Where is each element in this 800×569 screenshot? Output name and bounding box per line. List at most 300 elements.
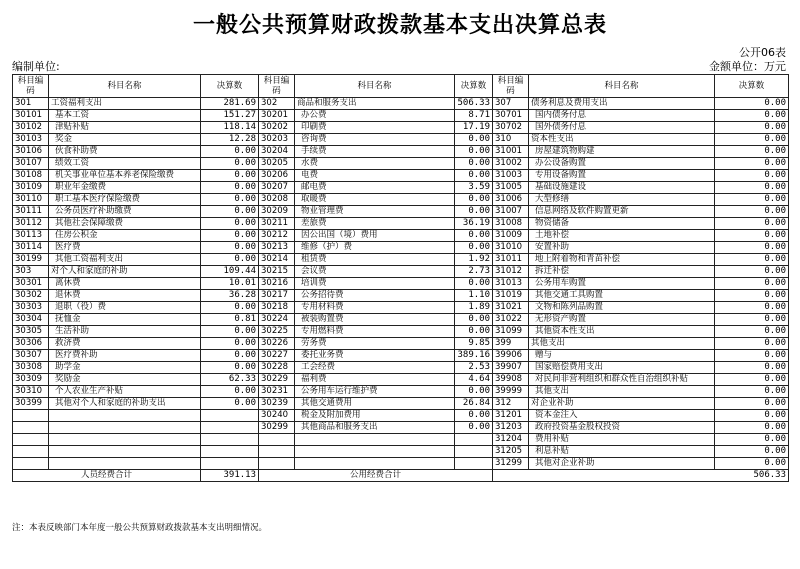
name-cell: 土地补偿 bbox=[529, 230, 715, 242]
amount-cell: 26.84 bbox=[455, 398, 493, 410]
code-cell: 39908 bbox=[493, 374, 529, 386]
name-cell: 救济费 bbox=[49, 338, 201, 350]
name-cell: 基础设施建设 bbox=[529, 182, 715, 194]
code-cell: 312 bbox=[493, 398, 529, 410]
table-header-row bbox=[13, 75, 789, 98]
table-row bbox=[13, 122, 789, 134]
code-cell: 310 bbox=[493, 134, 529, 146]
name-cell: 对企业补助 bbox=[529, 398, 715, 410]
name-cell: 文物和陈列品购置 bbox=[529, 302, 715, 314]
amount-cell: 0.00 bbox=[715, 158, 789, 170]
table-row bbox=[13, 398, 789, 410]
name-cell: 公务用车运行维护费 bbox=[295, 386, 455, 398]
code-cell bbox=[13, 422, 49, 434]
name-cell: 基本工资 bbox=[49, 110, 201, 122]
code-cell: 303 bbox=[13, 266, 49, 278]
code-cell: 30207 bbox=[259, 182, 295, 194]
amount-cell: 1.10 bbox=[455, 290, 493, 302]
amount-cell: 0.00 bbox=[201, 182, 259, 194]
name-cell: 工资福利支出 bbox=[49, 98, 201, 110]
name-cell: 政府投资基金股权投资 bbox=[529, 422, 715, 434]
name-cell: 机关事业单位基本养老保险缴费 bbox=[49, 170, 201, 182]
table-row bbox=[13, 194, 789, 206]
name-cell: 差旅费 bbox=[295, 218, 455, 230]
name-cell: 会议费 bbox=[295, 266, 455, 278]
amount-cell: 0.00 bbox=[715, 362, 789, 374]
name-cell: 医疗费 bbox=[49, 242, 201, 254]
name-cell: 其他对个人和家庭的补助支出 bbox=[49, 398, 201, 410]
amount-cell: 281.69 bbox=[201, 98, 259, 110]
name-cell: 债务利息及费用支出 bbox=[529, 98, 715, 110]
code-cell: 30111 bbox=[13, 206, 49, 218]
name-cell: 物资储备 bbox=[529, 218, 715, 230]
amount-cell bbox=[201, 446, 259, 458]
code-cell: 30201 bbox=[259, 110, 295, 122]
code-cell: 30213 bbox=[259, 242, 295, 254]
amount-cell: 0.00 bbox=[715, 206, 789, 218]
code-cell: 31012 bbox=[493, 266, 529, 278]
name-cell: 印刷费 bbox=[295, 122, 455, 134]
name-cell: 绩效工资 bbox=[49, 158, 201, 170]
name-cell: 租赁费 bbox=[295, 254, 455, 266]
name-cell: 职工基本医疗保险缴费 bbox=[49, 194, 201, 206]
amount-cell: 0.00 bbox=[715, 398, 789, 410]
amount-cell: 0.00 bbox=[455, 158, 493, 170]
name-cell: 被装购置费 bbox=[295, 314, 455, 326]
amount-cell: 506.33 bbox=[455, 98, 493, 110]
code-cell: 30211 bbox=[259, 218, 295, 230]
table-row bbox=[13, 386, 789, 398]
header-code-3: 科目编码 bbox=[493, 75, 529, 98]
code-cell: 31205 bbox=[493, 446, 529, 458]
amount-cell: 0.00 bbox=[715, 410, 789, 422]
amount-cell bbox=[201, 422, 259, 434]
amount-cell: 0.00 bbox=[715, 182, 789, 194]
code-cell: 30299 bbox=[259, 422, 295, 434]
code-cell bbox=[13, 458, 49, 470]
code-cell: 30229 bbox=[259, 374, 295, 386]
name-cell: 公务员医疗补助缴费 bbox=[49, 206, 201, 218]
code-cell: 30224 bbox=[259, 314, 295, 326]
code-cell: 31019 bbox=[493, 290, 529, 302]
table-row bbox=[13, 314, 789, 326]
table-row bbox=[13, 206, 789, 218]
name-cell: 离休费 bbox=[49, 278, 201, 290]
name-cell: 水费 bbox=[295, 158, 455, 170]
code-cell: 30110 bbox=[13, 194, 49, 206]
name-cell: 伙食补助费 bbox=[49, 146, 201, 158]
name-cell: 医疗费补助 bbox=[49, 350, 201, 362]
code-cell: 30102 bbox=[13, 122, 49, 134]
code-cell: 30101 bbox=[13, 110, 49, 122]
code-cell: 30305 bbox=[13, 326, 49, 338]
name-cell: 抚恤金 bbox=[49, 314, 201, 326]
amount-cell: 0.00 bbox=[715, 302, 789, 314]
code-cell: 30204 bbox=[259, 146, 295, 158]
amount-cell: 0.00 bbox=[715, 386, 789, 398]
code-cell: 30301 bbox=[13, 278, 49, 290]
table-row bbox=[13, 446, 789, 458]
amount-cell: 0.00 bbox=[715, 434, 789, 446]
code-cell: 31005 bbox=[493, 182, 529, 194]
table-row bbox=[13, 302, 789, 314]
header-name-1: 科目名称 bbox=[49, 75, 201, 98]
code-cell: 30199 bbox=[13, 254, 49, 266]
amount-cell: 0.00 bbox=[455, 242, 493, 254]
name-cell: 信息网络及软件购置更新 bbox=[529, 206, 715, 218]
name-cell: 其他交通费用 bbox=[295, 398, 455, 410]
amount-cell: 0.00 bbox=[715, 134, 789, 146]
amount-cell: 0.00 bbox=[715, 170, 789, 182]
amount-cell: 0.00 bbox=[201, 338, 259, 350]
name-cell: 办公设备购置 bbox=[529, 158, 715, 170]
amount-cell: 0.00 bbox=[455, 314, 493, 326]
name-cell: 国外债务付息 bbox=[529, 122, 715, 134]
table-row bbox=[13, 230, 789, 242]
amount-cell: 0.00 bbox=[455, 206, 493, 218]
name-cell bbox=[49, 458, 201, 470]
name-cell: 利息补贴 bbox=[529, 446, 715, 458]
name-cell: 其他支出 bbox=[529, 338, 715, 350]
amount-cell: 151.27 bbox=[201, 110, 259, 122]
amount-cell: 17.19 bbox=[455, 122, 493, 134]
header-name-2: 科目名称 bbox=[295, 75, 455, 98]
code-cell: 30308 bbox=[13, 362, 49, 374]
name-cell: 津贴补贴 bbox=[49, 122, 201, 134]
amount-cell bbox=[201, 458, 259, 470]
name-cell: 无形资产购置 bbox=[529, 314, 715, 326]
table-row bbox=[13, 422, 789, 434]
amount-cell: 0.00 bbox=[715, 98, 789, 110]
name-cell bbox=[49, 422, 201, 434]
name-cell: 其他对企业补助 bbox=[529, 458, 715, 470]
public-total-value: 506.33 bbox=[493, 470, 789, 482]
code-cell bbox=[13, 410, 49, 422]
amount-cell: 0.00 bbox=[201, 158, 259, 170]
amount-cell: 0.00 bbox=[201, 386, 259, 398]
name-cell: 退职（役）费 bbox=[49, 302, 201, 314]
code-cell: 30106 bbox=[13, 146, 49, 158]
code-cell: 39906 bbox=[493, 350, 529, 362]
amount-cell bbox=[455, 446, 493, 458]
name-cell: 专用设备购置 bbox=[529, 170, 715, 182]
amount-cell: 0.00 bbox=[715, 350, 789, 362]
table-row bbox=[13, 170, 789, 182]
code-cell: 30309 bbox=[13, 374, 49, 386]
amount-cell: 0.00 bbox=[715, 242, 789, 254]
code-cell: 399 bbox=[493, 338, 529, 350]
amount-cell: 109.44 bbox=[201, 266, 259, 278]
amount-cell: 0.00 bbox=[715, 146, 789, 158]
amount-cell: 62.33 bbox=[201, 374, 259, 386]
code-cell: 30209 bbox=[259, 206, 295, 218]
amount-cell: 389.16 bbox=[455, 350, 493, 362]
amount-cell: 0.00 bbox=[715, 110, 789, 122]
name-cell bbox=[295, 446, 455, 458]
amount-cell: 0.00 bbox=[715, 458, 789, 470]
code-cell: 30227 bbox=[259, 350, 295, 362]
name-cell: 拆迁补偿 bbox=[529, 266, 715, 278]
code-cell: 30303 bbox=[13, 302, 49, 314]
amount-cell: 0.00 bbox=[201, 206, 259, 218]
name-cell: 费用补贴 bbox=[529, 434, 715, 446]
name-cell: 地上附着物和青苗补偿 bbox=[529, 254, 715, 266]
amount-cell: 0.00 bbox=[201, 302, 259, 314]
name-cell: 商品和服务支出 bbox=[295, 98, 455, 110]
footnote: 注：本表反映部门本年度一般公共预算财政拨款基本支出明细情况。 bbox=[12, 523, 268, 533]
code-cell bbox=[259, 434, 295, 446]
amount-cell: 12.28 bbox=[201, 134, 259, 146]
name-cell: 劳务费 bbox=[295, 338, 455, 350]
code-cell: 30231 bbox=[259, 386, 295, 398]
amount-cell: 0.00 bbox=[455, 134, 493, 146]
amount-cell bbox=[455, 434, 493, 446]
amount-cell: 0.00 bbox=[201, 230, 259, 242]
amount-cell: 0.00 bbox=[201, 242, 259, 254]
code-cell: 30206 bbox=[259, 170, 295, 182]
name-cell: 资本金注入 bbox=[529, 410, 715, 422]
amount-cell: 0.81 bbox=[201, 314, 259, 326]
name-cell: 大型修缮 bbox=[529, 194, 715, 206]
name-cell: 办公费 bbox=[295, 110, 455, 122]
name-cell bbox=[49, 434, 201, 446]
table-row bbox=[13, 338, 789, 350]
name-cell: 奖励金 bbox=[49, 374, 201, 386]
amount-cell: 8.71 bbox=[455, 110, 493, 122]
table-row bbox=[13, 362, 789, 374]
name-cell: 奖金 bbox=[49, 134, 201, 146]
name-cell: 其他社会保障缴费 bbox=[49, 218, 201, 230]
amount-cell: 9.85 bbox=[455, 338, 493, 350]
amount-cell: 2.53 bbox=[455, 362, 493, 374]
table-row bbox=[13, 158, 789, 170]
code-cell: 30307 bbox=[13, 350, 49, 362]
code-cell: 30226 bbox=[259, 338, 295, 350]
table-body bbox=[13, 98, 789, 470]
name-cell: 其他交通工具购置 bbox=[529, 290, 715, 302]
header-name-3: 科目名称 bbox=[529, 75, 715, 98]
code-cell: 30216 bbox=[259, 278, 295, 290]
table-row bbox=[13, 434, 789, 446]
amount-cell: 0.00 bbox=[715, 122, 789, 134]
code-cell: 31002 bbox=[493, 158, 529, 170]
code-cell: 30212 bbox=[259, 230, 295, 242]
name-cell: 其他支出 bbox=[529, 386, 715, 398]
name-cell: 安置补助 bbox=[529, 242, 715, 254]
code-cell: 30225 bbox=[259, 326, 295, 338]
name-cell: 工会经费 bbox=[295, 362, 455, 374]
code-cell: 30202 bbox=[259, 122, 295, 134]
amount-cell: 0.00 bbox=[715, 266, 789, 278]
code-cell: 30702 bbox=[493, 122, 529, 134]
code-cell: 30215 bbox=[259, 266, 295, 278]
name-cell: 助学金 bbox=[49, 362, 201, 374]
personnel-total-value: 391.13 bbox=[201, 470, 259, 482]
amount-cell: 1.92 bbox=[455, 254, 493, 266]
code-cell bbox=[13, 434, 49, 446]
amount-cell bbox=[201, 410, 259, 422]
code-cell: 31003 bbox=[493, 170, 529, 182]
amount-cell: 0.00 bbox=[715, 314, 789, 326]
amount-cell: 0.00 bbox=[715, 422, 789, 434]
amount-cell: 0.00 bbox=[715, 290, 789, 302]
amount-cell: 0.00 bbox=[455, 146, 493, 158]
amount-cell: 0.00 bbox=[201, 194, 259, 206]
public-total-label: 公用经费合计 bbox=[259, 470, 493, 482]
name-cell bbox=[295, 434, 455, 446]
name-cell: 取暖费 bbox=[295, 194, 455, 206]
name-cell: 专用材料费 bbox=[295, 302, 455, 314]
header-code-2: 科目编码 bbox=[259, 75, 295, 98]
code-cell: 31299 bbox=[493, 458, 529, 470]
amount-cell: 36.19 bbox=[455, 218, 493, 230]
name-cell: 培训费 bbox=[295, 278, 455, 290]
code-cell: 31201 bbox=[493, 410, 529, 422]
header-amount-1: 决算数 bbox=[201, 75, 259, 98]
code-cell: 307 bbox=[493, 98, 529, 110]
name-cell: 对个人和家庭的补助 bbox=[49, 266, 201, 278]
amount-cell: 36.28 bbox=[201, 290, 259, 302]
code-cell: 30203 bbox=[259, 134, 295, 146]
amount-cell: 0.00 bbox=[715, 254, 789, 266]
name-cell: 电费 bbox=[295, 170, 455, 182]
table-row bbox=[13, 98, 789, 110]
amount-cell: 0.00 bbox=[715, 338, 789, 350]
name-cell: 房屋建筑物购建 bbox=[529, 146, 715, 158]
name-cell: 其他商品和服务支出 bbox=[295, 422, 455, 434]
amount-cell: 0.00 bbox=[455, 326, 493, 338]
code-cell: 31007 bbox=[493, 206, 529, 218]
code-cell: 30701 bbox=[493, 110, 529, 122]
name-cell: 国内债务付息 bbox=[529, 110, 715, 122]
code-cell: 30306 bbox=[13, 338, 49, 350]
amount-cell: 0.00 bbox=[201, 146, 259, 158]
amount-cell: 0.00 bbox=[201, 254, 259, 266]
table-row bbox=[13, 146, 789, 158]
code-cell: 31021 bbox=[493, 302, 529, 314]
code-cell: 30114 bbox=[13, 242, 49, 254]
code-cell: 39907 bbox=[493, 362, 529, 374]
amount-cell: 0.00 bbox=[715, 218, 789, 230]
code-cell: 30240 bbox=[259, 410, 295, 422]
code-cell: 39999 bbox=[493, 386, 529, 398]
amount-unit: 金额单位：万元 bbox=[709, 60, 786, 73]
code-cell: 30109 bbox=[13, 182, 49, 194]
name-cell: 咨询费 bbox=[295, 134, 455, 146]
amount-cell: 0.00 bbox=[715, 278, 789, 290]
table-row bbox=[13, 410, 789, 422]
table-row bbox=[13, 350, 789, 362]
name-cell: 生活补助 bbox=[49, 326, 201, 338]
code-cell: 31013 bbox=[493, 278, 529, 290]
code-cell: 30107 bbox=[13, 158, 49, 170]
amount-cell: 0.00 bbox=[201, 326, 259, 338]
amount-cell: 0.00 bbox=[201, 218, 259, 230]
name-cell bbox=[49, 410, 201, 422]
name-cell: 专用燃料费 bbox=[295, 326, 455, 338]
amount-cell: 0.00 bbox=[455, 170, 493, 182]
amount-cell: 0.00 bbox=[455, 230, 493, 242]
amount-cell: 10.01 bbox=[201, 278, 259, 290]
name-cell: 个人农业生产补贴 bbox=[49, 386, 201, 398]
code-cell bbox=[259, 458, 295, 470]
code-cell: 30214 bbox=[259, 254, 295, 266]
header-amount-3: 决算数 bbox=[715, 75, 789, 98]
code-cell: 301 bbox=[13, 98, 49, 110]
name-cell: 手续费 bbox=[295, 146, 455, 158]
name-cell: 福利费 bbox=[295, 374, 455, 386]
name-cell bbox=[295, 458, 455, 470]
code-cell: 31203 bbox=[493, 422, 529, 434]
header-amount-2: 决算数 bbox=[455, 75, 493, 98]
code-cell: 30113 bbox=[13, 230, 49, 242]
name-cell: 对民间非营利组织和群众性自治组织补贴 bbox=[529, 374, 715, 386]
code-cell: 30304 bbox=[13, 314, 49, 326]
code-cell: 30217 bbox=[259, 290, 295, 302]
name-cell: 维修（护）费 bbox=[295, 242, 455, 254]
totals-row bbox=[13, 470, 789, 482]
amount-cell: 0.00 bbox=[455, 410, 493, 422]
table-row bbox=[13, 374, 789, 386]
name-cell: 税金及附加费用 bbox=[295, 410, 455, 422]
amount-cell: 2.73 bbox=[455, 266, 493, 278]
name-cell: 邮电费 bbox=[295, 182, 455, 194]
personnel-total-label: 人员经费合计 bbox=[13, 470, 201, 482]
name-cell: 国家赔偿费用支出 bbox=[529, 362, 715, 374]
code-cell: 31099 bbox=[493, 326, 529, 338]
code-cell: 30302 bbox=[13, 290, 49, 302]
table-row bbox=[13, 218, 789, 230]
amount-cell: 0.00 bbox=[201, 350, 259, 362]
amount-cell: 0.00 bbox=[455, 386, 493, 398]
name-cell: 赠与 bbox=[529, 350, 715, 362]
code-cell: 30103 bbox=[13, 134, 49, 146]
amount-cell: 118.14 bbox=[201, 122, 259, 134]
code-cell: 30205 bbox=[259, 158, 295, 170]
amount-cell: 0.00 bbox=[715, 326, 789, 338]
code-cell: 31011 bbox=[493, 254, 529, 266]
name-cell: 物业管理费 bbox=[295, 206, 455, 218]
amount-cell: 0.00 bbox=[715, 194, 789, 206]
code-cell: 30108 bbox=[13, 170, 49, 182]
name-cell: 住房公积金 bbox=[49, 230, 201, 242]
amount-cell: 0.00 bbox=[455, 278, 493, 290]
header-code-1: 科目编码 bbox=[13, 75, 49, 98]
code-cell: 30112 bbox=[13, 218, 49, 230]
code-cell: 302 bbox=[259, 98, 295, 110]
name-cell: 公务招待费 bbox=[295, 290, 455, 302]
code-cell: 30218 bbox=[259, 302, 295, 314]
table-row bbox=[13, 110, 789, 122]
table-row bbox=[13, 326, 789, 338]
table-row bbox=[13, 254, 789, 266]
code-cell: 31001 bbox=[493, 146, 529, 158]
code-cell: 31008 bbox=[493, 218, 529, 230]
amount-cell: 0.00 bbox=[455, 422, 493, 434]
code-cell: 31006 bbox=[493, 194, 529, 206]
code-cell: 31009 bbox=[493, 230, 529, 242]
name-cell: 公务用车购置 bbox=[529, 278, 715, 290]
code-cell: 31010 bbox=[493, 242, 529, 254]
code-cell bbox=[13, 446, 49, 458]
amount-cell: 0.00 bbox=[715, 446, 789, 458]
amount-cell: 0.00 bbox=[201, 398, 259, 410]
code-cell: 30399 bbox=[13, 398, 49, 410]
unit-label: 编制单位: bbox=[12, 60, 60, 73]
code-cell bbox=[259, 446, 295, 458]
amount-cell bbox=[201, 434, 259, 446]
name-cell: 资本性支出 bbox=[529, 134, 715, 146]
